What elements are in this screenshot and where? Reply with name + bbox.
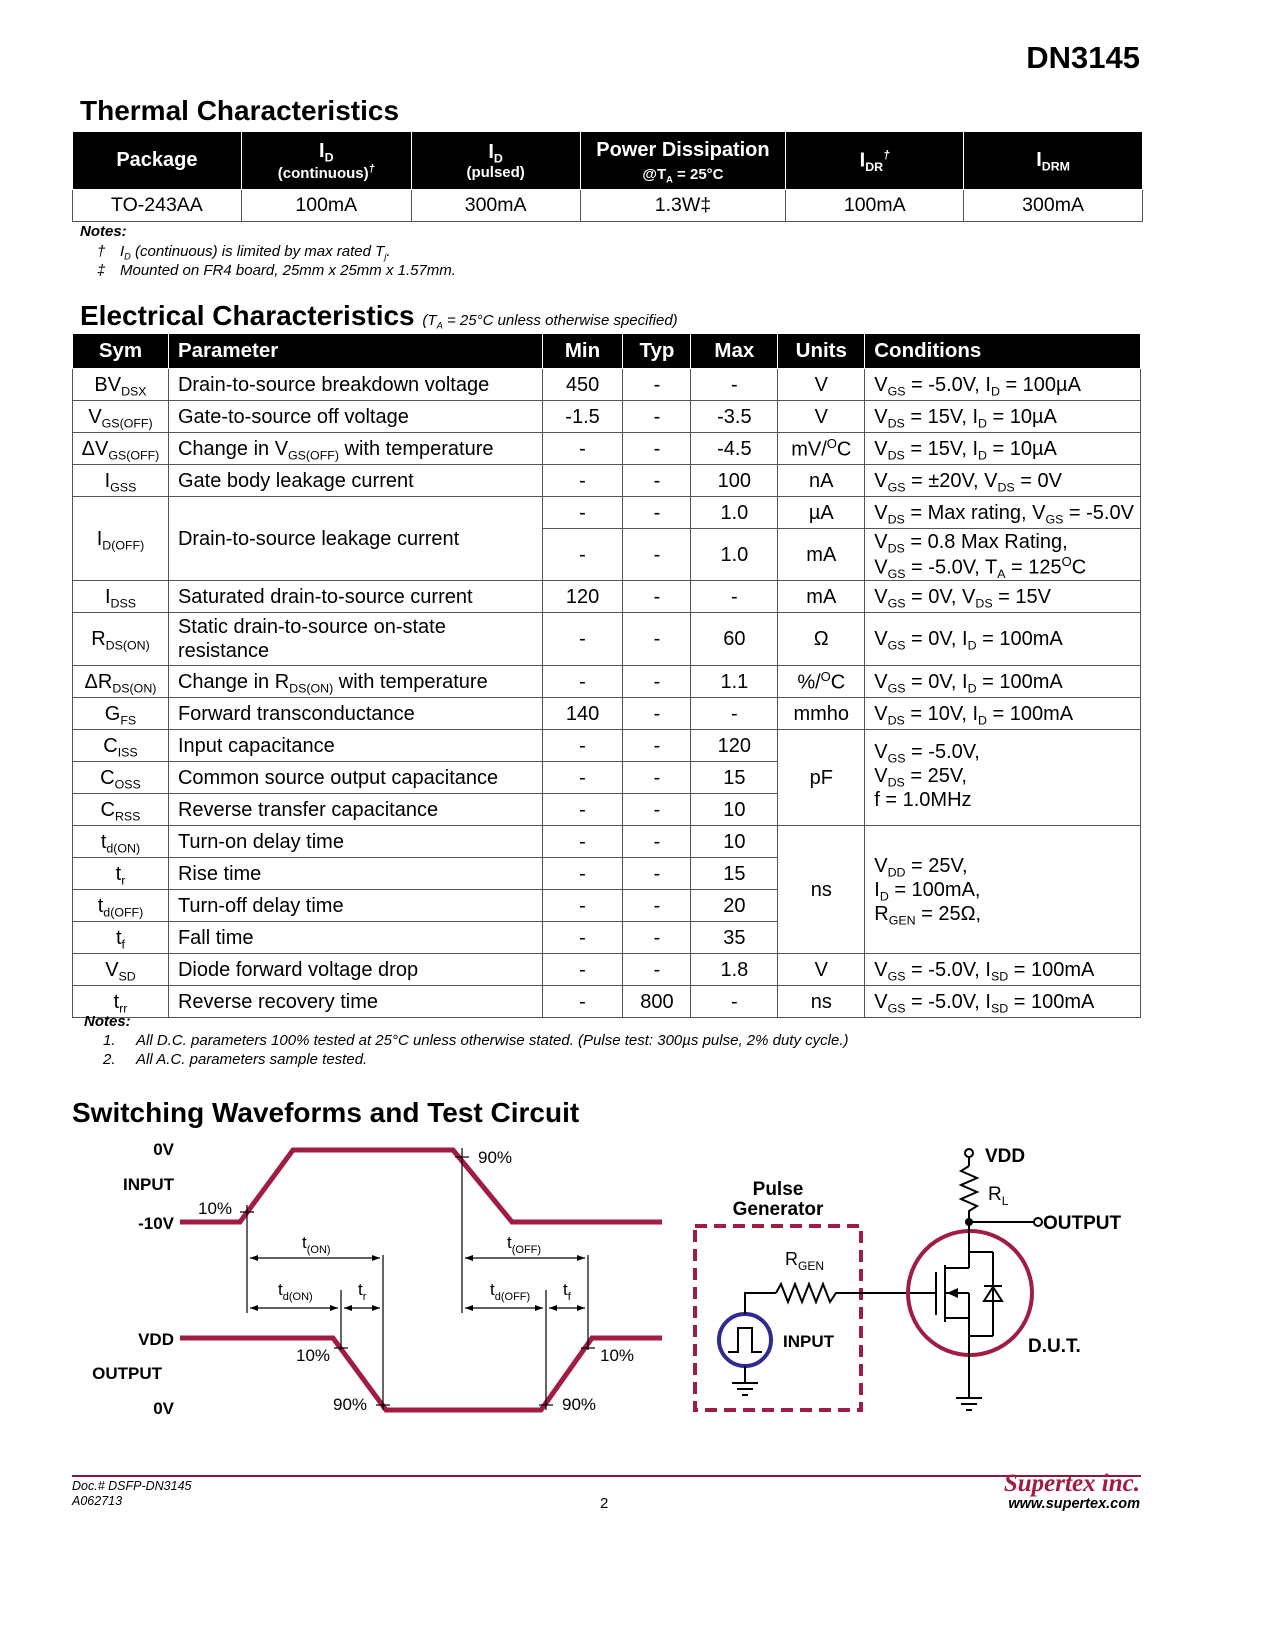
table-row: $I_{GSS}$ Gate body leakage current - - 100 nA $V_{GS} = \pm 20V$, $V_{DS} = 0V$ [73, 465, 1141, 497]
table-row: $t_{d(OFF)}$ Turn-off delay time - - 20 [73, 890, 1141, 922]
thermal-col-id-pulsed: $I_D$ (pulsed) [411, 132, 580, 190]
table-row: $I_{DSS}$ Saturated drain-to-source current 120 - - mA $V_{GS} = 0V$, $V_{DS} = 15V$ [73, 581, 1141, 613]
col-parameter: Parameter [168, 334, 542, 369]
col-typ: Typ [623, 334, 691, 369]
col-max: Max [691, 334, 778, 369]
switching-diagram [0, 1130, 1275, 1430]
table-row: $C_{RSS}$ Reverse transfer capacitance - - 10 [73, 794, 1141, 826]
td-off-label: $t_{d(OFF)}$ [490, 1280, 531, 1303]
output-0v-label: 0V [153, 1399, 174, 1418]
thermal-note-1: † $I_D$ (continuous) is limited by max rated $T_j$. [97, 243, 391, 262]
col-units: Units [778, 334, 865, 369]
input-0v-label: 0V [153, 1140, 174, 1159]
td-on-label: $t_{d(ON)}$ [278, 1280, 313, 1303]
thermal-col-package: Package [73, 132, 242, 190]
col-conditions: Conditions [865, 334, 1141, 369]
table-row: $V_{GS(OFF)}$ Gate-to-source off voltage -1.5 - -3.5 V $V_{DS} = 15V$, $I_D = 10\mu A$ [73, 401, 1141, 433]
table-row: $t_{d(ON)}$ Turn-on delay time - - 10 ns $V_{DD} = 25V$, $I_D = 100mA$, $R_{GEN} = 25\Omega$, [73, 826, 1141, 858]
thermal-col-idr: $I_{DR}^\dagger$ [786, 132, 964, 190]
table-row: - - 1.0 mA $V_{DS} = 0.8$ Max Rating, $V_{GS} = -5.0V$, $T_A = 125^OC$ [73, 529, 1141, 581]
tr-label: $t_r$ [358, 1280, 367, 1303]
output-vdd-label: VDD [138, 1330, 174, 1349]
electrical-note-2: 2. All A.C. parameters sample tested. [103, 1051, 368, 1068]
switching-title: Switching Waveforms and Test Circuit [72, 1097, 580, 1128]
table-row: $t_f$ Fall time - - 35 [73, 922, 1141, 954]
pct-label: 90% [478, 1148, 513, 1167]
pct-label: 10% [600, 1346, 635, 1365]
input-neg10v-label: -10V [138, 1214, 174, 1233]
electrical-notes: Notes: [84, 1013, 131, 1030]
t-on-label: $t_{(ON)}$ [302, 1233, 331, 1256]
brand-logo: Supertex inc. [1003, 1470, 1140, 1497]
col-min: Min [542, 334, 623, 369]
output-label: OUTPUT [92, 1364, 162, 1383]
pulse-generator-box [695, 1226, 861, 1410]
table-row: $C_{OSS}$ Common source output capacitance - - 15 [73, 762, 1141, 794]
electrical-table [72, 333, 1141, 1018]
table-row: $t_r$ Rise time - - 15 [73, 858, 1141, 890]
thermal-note-2: ‡ Mounted on FR4 board, 25mm x 25mm x 1.57mm. [97, 262, 456, 279]
thermal-cell: 300mA [964, 190, 1143, 222]
table-row: $BV_{DSX}$ Drain-to-source breakdown voltage 450 - - V $V_{GS} = -5.0V$, $I_D = 100\mu A$ [73, 369, 1141, 401]
footer-rule [72, 1475, 1141, 1477]
vdd-label: VDD [985, 1146, 1026, 1167]
table-row: $C_{ISS}$ Input capacitance - - 120 pF $V_{GS} = -5.0V$, $V_{DS} = 25V$, f = 1.0MHz [73, 730, 1141, 762]
thermal-title: Thermal Characteristics [80, 95, 400, 126]
thermal-cell: TO-243AA [73, 190, 242, 222]
part-number: DN3145 [1026, 40, 1140, 75]
table-row: $V_{SD}$ Diode forward voltage drop - - 1.8 V $V_{GS} = -5.0V$, $I_{SD} = 100mA$ [73, 954, 1141, 986]
generator-input-label: INPUT [783, 1332, 834, 1351]
table-row: $I_{D(OFF)}$ Drain-to-source leakage current - - 1.0 µA $V_{DS}$ = Max rating, $V_{GS} = -5.0V$ [73, 497, 1141, 529]
page-number: 2 [600, 1495, 609, 1512]
table-row: $\Delta R_{DS(ON)}$ Change in $R_{DS(ON)}$ with temperature - - 1.1 %/$^O$C $V_{GS} = 0V$, $I_D = 100mA$ [73, 666, 1141, 698]
thermal-cell: 300mA [411, 190, 580, 222]
electrical-title: Electrical Characteristics ($T_A = 25^\circ C$ unless otherwise specified) [80, 300, 678, 331]
website-link[interactable]: www.supertex.com [1008, 1496, 1140, 1512]
thermal-table [72, 131, 1143, 222]
thermal-cell: 100mA [241, 190, 411, 222]
table-row: $R_{DS(ON)}$ Static drain-to-source on-state resistance - - 60 Ω $V_{GS} = 0V$, $I_D = 100mA$ [73, 613, 1141, 666]
doc-number: Doc.# DSFP-DN3145 [72, 1479, 192, 1493]
thermal-col-power: Power Dissipation $@T_A = 25^\circ C$ [580, 132, 786, 190]
thermal-col-id-cont: $I_D$ (continuous)† [241, 132, 411, 190]
output-node-label: OUTPUT [1043, 1213, 1122, 1234]
pct-label: 10% [198, 1199, 233, 1218]
dut-label: D.U.T. [1028, 1336, 1081, 1357]
rl-label: $R_L$ [988, 1184, 1009, 1208]
generator-icon [719, 1314, 771, 1366]
input-waveform [180, 1150, 662, 1222]
pulse-generator-label: Generator [732, 1199, 824, 1220]
revision: A062713 [72, 1494, 123, 1508]
thermal-cell: 100mA [786, 190, 964, 222]
rgen-resistor [776, 1284, 936, 1302]
table-row: $G_{FS}$ Forward transconductance 140 - - mmho $V_{DS} = 10V$, $I_D = 100mA$ [73, 698, 1141, 730]
thermal-notes: Notes: [80, 223, 127, 240]
tf-label: $t_f$ [563, 1280, 571, 1303]
table-row: $t_{rr}$ Reverse recovery time - 800 - ns $V_{GS} = -5.0V$, $I_{SD} = 100mA$ [73, 986, 1141, 1018]
pct-label: 90% [562, 1395, 597, 1414]
pulse-generator-label: Pulse [752, 1179, 804, 1200]
rgen-label: $R_{GEN}$ [785, 1249, 825, 1273]
rl-resistor [961, 1166, 977, 1222]
thermal-col-idrm: $I_{DRM}$ [964, 132, 1143, 190]
pct-label: 10% [296, 1346, 331, 1365]
electrical-note-1: 1. All D.C. parameters 100% tested at 25°C unless otherwise stated. (Pulse test: 300µs pulse, 2% duty cycle.) [103, 1032, 849, 1049]
t-off-label: $t_{(OFF)}$ [507, 1233, 542, 1256]
thermal-cell: 1.3W‡ [580, 190, 786, 222]
table-row: $\Delta V_{GS(OFF)}$ Change in $V_{GS(OFF)}$ with temperature - - -4.5 mV/$^O$C $V_{DS} = 15V$, $I_D = 10\mu A$ [73, 433, 1141, 465]
pct-label: 90% [333, 1395, 368, 1414]
col-sym: Sym [73, 334, 169, 369]
input-label: INPUT [123, 1175, 174, 1194]
